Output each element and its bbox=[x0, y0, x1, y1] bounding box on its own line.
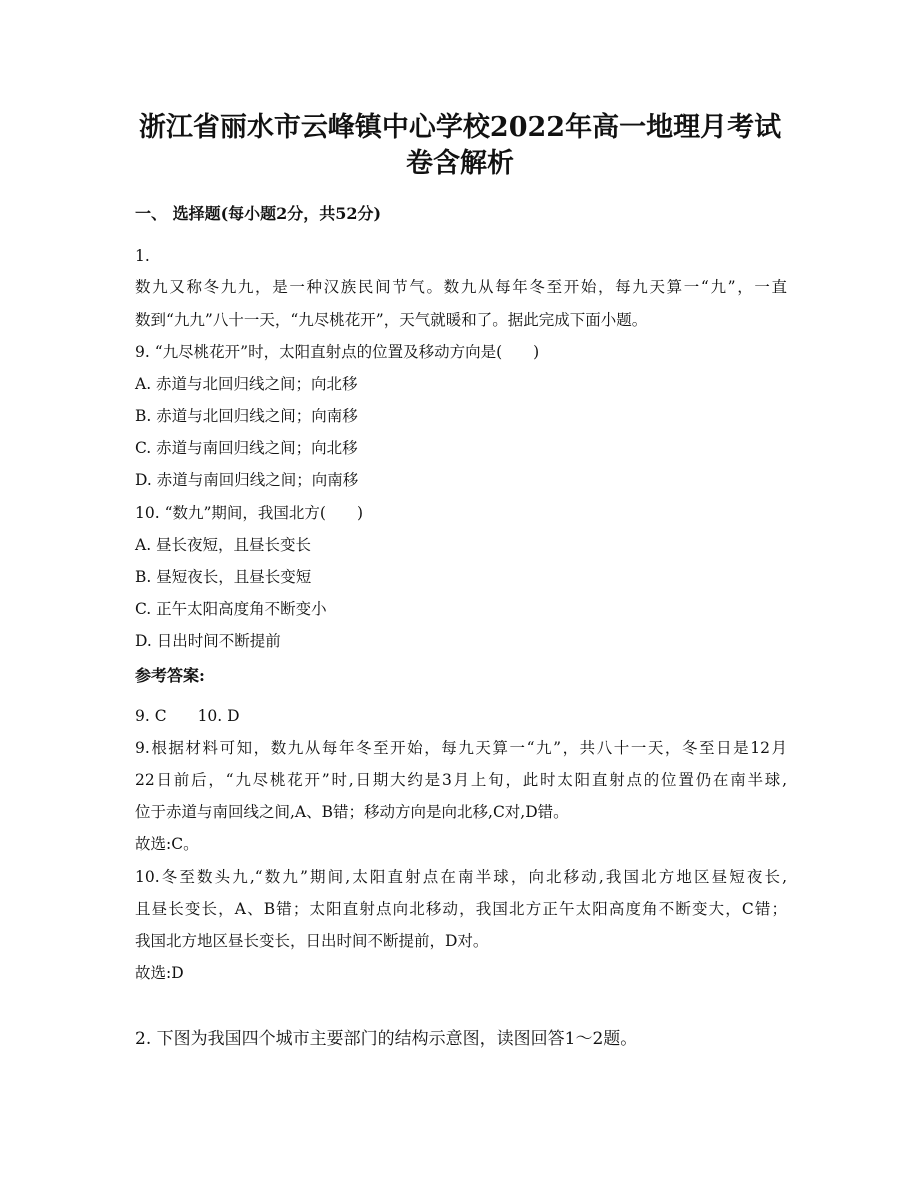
answer-conclusion: 故选:C。 bbox=[135, 835, 199, 853]
explanation-line: 10.冬至数头九,“数九”期间,太阳直射点在南半球，向北移动,我国北方地区昼短夜长, bbox=[135, 868, 787, 886]
explanation-line: 且昼长变长，A、B错；太阳直射点向北移动，我国北方正午太阳高度角不断变大，C错； bbox=[135, 900, 787, 918]
document-title-line1: 浙江省丽水市云峰镇中心学校2022年高一地理月考试 bbox=[138, 112, 782, 143]
option-9c: C. 赤道与南回归线之间；向北移 bbox=[135, 439, 358, 457]
question-2-stem: 2. 下图为我国四个城市主要部门的结构示意图，读图回答1～2题。 bbox=[135, 1029, 638, 1049]
explanation-line: 我国北方地区昼长变长，日出时间不断提前，D对。 bbox=[135, 932, 489, 950]
explanation-line: 9.根据材料可知，数九从每年冬至开始，每九天算一“九”，共八十一天，冬至日是12月 bbox=[135, 739, 787, 757]
answer-heading: 参考答案: bbox=[135, 666, 205, 685]
option-9d: D. 赤道与南回归线之间；向南移 bbox=[135, 471, 359, 489]
section-heading: 一、 选择题(每小题2分，共52分) bbox=[135, 204, 382, 223]
sub-question-9: 9. “九尽桃花开”时，太阳直射点的位置及移动方向是( ) bbox=[135, 343, 540, 361]
option-10c: C. 正午太阳高度角不断变小 bbox=[135, 600, 327, 618]
question-stem-line: 数九又称冬九九，是一种汉族民间节气。数九从每年冬至开始，每九天算一“九”，一直 bbox=[135, 278, 787, 296]
answer-conclusion: 故选:D bbox=[135, 964, 184, 982]
option-10a: A. 昼长夜短，且昼长变长 bbox=[135, 536, 312, 554]
option-9a: A. 赤道与北回归线之间；向北移 bbox=[135, 375, 358, 393]
option-9b: B. 赤道与北回归线之间；向南移 bbox=[135, 407, 358, 425]
answer-keys: 9. C 10. D bbox=[135, 707, 240, 725]
document-title-line2: 卷含解析 bbox=[406, 148, 514, 179]
question-number: 1. bbox=[135, 247, 150, 265]
option-10d: D. 日出时间不断提前 bbox=[135, 632, 281, 650]
question-stem-line: 数到“九九”八十一天，“九尽桃花开”，天气就暖和了。据此完成下面小题。 bbox=[135, 311, 648, 329]
explanation-line: 22日前后，“九尽桃花开”时,日期大约是3月上旬，此时太阳直射点的位置仍在南半球, bbox=[135, 771, 787, 789]
option-10b: B. 昼短夜长，且昼长变短 bbox=[135, 568, 312, 586]
explanation-line: 位于赤道与南回线之间,A、B错；移动方向是向北移,C对,D错。 bbox=[135, 803, 569, 821]
sub-question-10: 10. “数九”期间，我国北方( ) bbox=[135, 504, 364, 522]
